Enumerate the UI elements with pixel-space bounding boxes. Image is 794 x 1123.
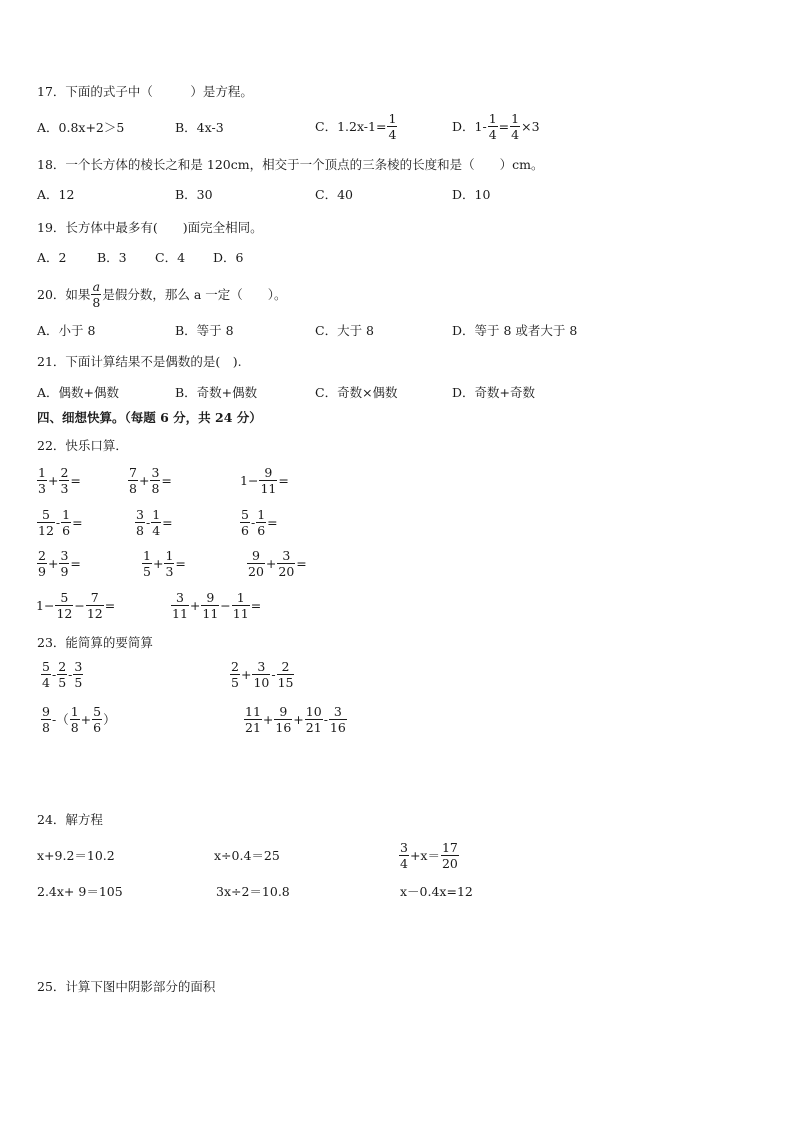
numerator: 2 — [58, 659, 67, 674]
q18-stem: 18．一个长方体的棱长之和是 120cm，相交于一个顶点的三条棱的长度和是（ ）cm。 — [37, 157, 544, 172]
q19-option-d: D．6 — [213, 250, 244, 265]
q20-option-b: B．等于 8 — [175, 323, 234, 338]
minus-sign: - — [271, 666, 276, 682]
numerator: 5 — [241, 507, 249, 522]
fraction — [274, 704, 292, 735]
minus-sign: - — [55, 514, 61, 530]
q17-d-fraction-2 — [510, 111, 520, 142]
q17-option-a: A．0.8x+2＞5 — [37, 120, 125, 135]
numerator: 2 — [231, 659, 239, 674]
q23-expr-2 — [229, 659, 295, 690]
denominator: 16 — [329, 720, 346, 735]
q17-d-equals: = — [498, 118, 510, 134]
q22-r3-b — [141, 548, 186, 579]
q22-r2-b — [134, 507, 173, 538]
q21-option-c: C．奇数×偶数 — [315, 385, 398, 400]
denominator: 20 — [278, 564, 295, 579]
q22-r3-a — [36, 548, 81, 579]
q20-option-c: C．大于 8 — [315, 323, 374, 338]
left-paren: （ — [56, 711, 69, 727]
denominator: 5 — [143, 564, 151, 579]
q17-d-fraction-1 — [488, 111, 498, 142]
fraction — [399, 840, 409, 871]
q19-option-a: A．2 — [37, 250, 67, 265]
numerator: 7 — [86, 590, 104, 606]
q24-eq-3 — [398, 840, 460, 871]
numerator: 3 — [400, 840, 408, 855]
q17-option-c — [315, 111, 398, 142]
fraction — [128, 465, 138, 496]
fraction — [201, 590, 219, 621]
plus-sign: + — [80, 711, 92, 727]
q22-r2-c — [239, 507, 278, 538]
denominator: 9 — [60, 564, 69, 579]
equals-sign: = — [296, 555, 307, 571]
q21-stem: 21．下面计算结果不是偶数的是( ). — [37, 354, 242, 369]
denominator: 11 — [172, 606, 188, 621]
denominator: 5 — [231, 675, 239, 690]
plus-sign: + — [138, 472, 150, 488]
minus-sign: − — [43, 597, 55, 613]
fraction — [73, 659, 83, 690]
q18-option-a: A．12 — [37, 187, 75, 202]
fraction — [329, 704, 347, 735]
numerator: 10 — [305, 704, 322, 719]
numerator: 2 — [38, 548, 46, 563]
numerator: 1 — [152, 507, 161, 522]
equals-sign: = — [72, 514, 83, 530]
fraction — [240, 507, 250, 538]
fraction — [37, 548, 47, 579]
q24-stem: 24．解方程 — [37, 812, 103, 827]
numerator: 9 — [274, 704, 292, 720]
equals-sign: = — [278, 472, 289, 488]
equals-sign: = — [70, 555, 81, 571]
denominator: 6 — [257, 523, 266, 538]
plus-sign: + — [47, 555, 59, 571]
q19-option-b: B．3 — [97, 250, 127, 265]
fraction — [277, 548, 295, 579]
minus-sign: - — [51, 711, 57, 727]
fraction — [57, 659, 67, 690]
fraction — [277, 659, 295, 690]
equals-sign: = — [161, 472, 172, 488]
denominator: 20 — [441, 856, 458, 871]
q18-option-d: D．10 — [452, 187, 491, 202]
minus-sign: − — [220, 597, 231, 613]
numerator: 9 — [247, 548, 265, 564]
fraction — [70, 704, 80, 735]
numerator: 1 — [388, 111, 397, 126]
numerator: 9 — [42, 704, 50, 719]
numerator: 1 — [38, 465, 46, 480]
one: 1 — [36, 597, 44, 613]
numerator: 3 — [74, 659, 83, 674]
q20-fraction — [91, 279, 101, 310]
denominator: 11 — [260, 481, 277, 496]
denominator: 21 — [305, 720, 322, 735]
q22-r1-a — [36, 465, 81, 496]
q20-stem-suffix: 是假分数，那么 a 一定（ ）。 — [102, 286, 287, 302]
numerator: 1 — [257, 507, 266, 522]
denominator: 8 — [129, 481, 137, 496]
minus-sign: - — [323, 711, 328, 727]
denominator: 12 — [56, 606, 73, 621]
numerator: 17 — [441, 840, 458, 855]
minus-sign: - — [250, 514, 256, 530]
fraction — [151, 507, 161, 538]
numerator: 7 — [129, 465, 137, 480]
fraction — [244, 704, 262, 735]
plus-sign: + — [265, 555, 277, 571]
q23-stem: 23．能简算的要简算 — [37, 635, 153, 650]
fraction — [86, 590, 104, 621]
fraction — [256, 507, 266, 538]
fraction — [61, 507, 71, 538]
numerator: 5 — [55, 590, 73, 606]
plus-sign: + — [262, 711, 274, 727]
numerator: 5 — [42, 659, 50, 674]
q22-stem: 22．快乐口算． — [37, 438, 128, 453]
denominator: 8 — [136, 523, 144, 538]
denominator: 11 — [232, 606, 249, 621]
numerator: 3 — [171, 590, 189, 606]
section-4-heading: 四、细想快算。（每题 6 分，共 24 分） — [37, 410, 262, 425]
denominator: 5 — [58, 675, 67, 690]
q24-eq-4: 2.4x+ 9＝105 — [37, 884, 123, 899]
minus-sign: - — [145, 514, 151, 530]
numerator: 5 — [93, 704, 102, 719]
numerator: 1 — [143, 548, 151, 563]
q18-option-c: C．40 — [315, 187, 353, 202]
one: 1 — [240, 472, 248, 488]
plus-sign: + — [47, 472, 59, 488]
fraction — [41, 704, 51, 735]
fraction — [59, 548, 69, 579]
denominator: 12 — [86, 606, 103, 621]
fraction — [37, 507, 55, 538]
q24-eq-2: x÷0.4＝25 — [214, 848, 280, 863]
q20-option-d: D．等于 8 或者大于 8 — [452, 323, 578, 338]
q18-option-b: B．30 — [175, 187, 213, 202]
denominator: 8 — [151, 481, 160, 496]
fraction — [171, 590, 189, 621]
denominator: 8 — [92, 295, 101, 310]
numerator: 1 — [62, 507, 71, 522]
denominator: 4 — [400, 856, 408, 871]
q22-r4-a — [36, 590, 115, 621]
q24-eq-5: 3x÷2＝10.8 — [216, 884, 290, 899]
minus-sign: − — [74, 597, 85, 613]
q23-expr-1 — [40, 659, 84, 690]
equals-sign: = — [70, 472, 81, 488]
numerator: a — [92, 279, 101, 294]
equals-sign: = — [267, 514, 278, 530]
denominator: 15 — [277, 675, 294, 690]
denominator: 8 — [70, 720, 79, 735]
plus-sign: + — [152, 555, 164, 571]
q19-stem: 19．长方体中最多有( )面完全相同。 — [37, 220, 263, 235]
fraction — [247, 548, 265, 579]
fraction — [164, 548, 174, 579]
equals-sign: = — [104, 597, 116, 613]
numerator: 2 — [60, 465, 69, 480]
q25-stem: 25．计算下图中阴影部分的面积 — [37, 979, 216, 994]
numerator: 1 — [511, 111, 520, 126]
q22-r1-c — [240, 465, 289, 496]
minus-sign: − — [247, 472, 259, 488]
plus-sign: + — [293, 711, 304, 727]
q23-expr-4 — [243, 704, 348, 735]
q17-d-suffix: ×3 — [521, 118, 540, 134]
numerator: 2 — [277, 659, 295, 675]
numerator: 3 — [277, 548, 295, 564]
fraction — [305, 704, 323, 735]
denominator: 5 — [74, 675, 83, 690]
denominator: 8 — [42, 720, 50, 735]
q24-eq-6: x－0.4x=12 — [400, 884, 473, 899]
q19-option-c: C．4 — [155, 250, 186, 265]
q17-stem: 17．下面的式子中（ ）是方程。 — [37, 84, 253, 99]
numerator: 3 — [329, 704, 347, 720]
plus-sign: + — [189, 597, 201, 613]
denominator: 6 — [93, 720, 102, 735]
denominator: 3 — [60, 481, 69, 496]
plus-sign: + — [240, 666, 252, 682]
equals-sign: = — [250, 597, 262, 613]
denominator: 9 — [38, 564, 46, 579]
denominator: 4 — [42, 675, 50, 690]
denominator: 3 — [165, 564, 174, 579]
q17-option-d — [452, 111, 540, 142]
denominator: 4 — [511, 127, 520, 142]
numerator: 1 — [488, 111, 497, 126]
numerator: 3 — [252, 659, 270, 675]
denominator: 4 — [152, 523, 161, 538]
fraction — [230, 659, 240, 690]
denominator: 10 — [253, 675, 270, 690]
fraction — [92, 704, 102, 735]
q22-r1-b — [127, 465, 172, 496]
fraction — [252, 659, 270, 690]
q24-eq-3-mid: +x＝ — [409, 847, 440, 863]
fraction — [135, 507, 145, 538]
fraction — [232, 590, 250, 621]
q17-c-text: C．1.2x-1= — [315, 118, 387, 134]
q17-d-text: D．1- — [452, 118, 487, 134]
fraction — [259, 465, 277, 496]
q17-option-b: B．4x-3 — [175, 120, 224, 135]
denominator: 12 — [38, 523, 54, 538]
equals-sign: = — [162, 514, 173, 530]
q21-option-a: A．偶数+偶数 — [37, 385, 120, 400]
numerator: 11 — [245, 704, 261, 719]
q17-c-fraction — [387, 111, 397, 142]
q24-eq-1: x+9.2＝10.2 — [37, 848, 115, 863]
equals-sign: = — [175, 555, 186, 571]
minus-sign: - — [68, 666, 73, 682]
fraction — [441, 840, 459, 871]
numerator: 1 — [70, 704, 79, 719]
q21-option-b: B．奇数+偶数 — [175, 385, 258, 400]
denominator: 3 — [38, 481, 46, 496]
denominator: 4 — [488, 127, 497, 142]
fraction — [150, 465, 160, 496]
denominator: 4 — [388, 127, 397, 142]
numerator: 3 — [151, 465, 160, 480]
numerator: 9 — [259, 465, 277, 481]
minus-sign: - — [51, 666, 57, 682]
numerator: 1 — [232, 590, 250, 606]
numerator: 3 — [60, 548, 69, 563]
q23-expr-3 — [40, 704, 116, 735]
denominator: 20 — [248, 564, 264, 579]
q22-r3-c — [246, 548, 307, 579]
q21-option-d: D．奇数+奇数 — [452, 385, 535, 400]
q22-r4-b — [170, 590, 261, 621]
denominator: 6 — [62, 523, 71, 538]
fraction — [142, 548, 152, 579]
fraction — [37, 465, 47, 496]
q20-stem-prefix: 20．如果 — [37, 286, 91, 302]
right-paren: ） — [103, 711, 116, 727]
denominator: 11 — [202, 606, 219, 621]
fraction — [59, 465, 69, 496]
numerator: 5 — [37, 507, 55, 523]
numerator: 9 — [201, 590, 219, 606]
denominator: 6 — [241, 523, 249, 538]
denominator: 16 — [275, 720, 292, 735]
q22-r2-a — [36, 507, 83, 538]
fraction — [55, 590, 73, 621]
denominator: 21 — [245, 720, 261, 735]
q20-stem — [37, 279, 287, 310]
numerator: 1 — [165, 548, 174, 563]
fraction — [41, 659, 51, 690]
numerator: 3 — [136, 507, 144, 522]
q20-option-a: A．小于 8 — [37, 323, 96, 338]
